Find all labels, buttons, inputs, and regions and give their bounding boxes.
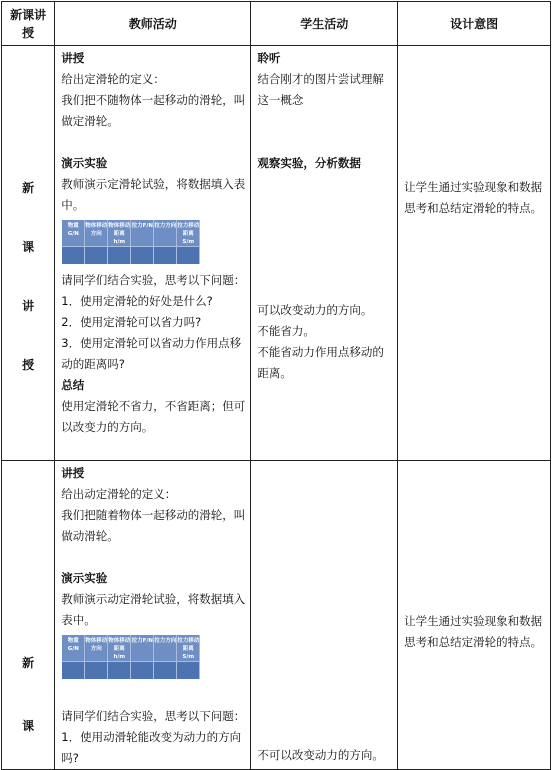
section2-student-activity [251, 461, 398, 770]
section1-design-intent [398, 46, 551, 461]
section2-side-label [2, 461, 55, 770]
heading-lecture: 讲授 [61, 466, 85, 480]
table-header-cell: 拉力方向 [154, 220, 177, 246]
heading-listen: 聆听 [257, 51, 281, 65]
text-line: 使用定滑轮不省力，不省距离；但可以改变力的方向。 [61, 399, 246, 434]
section1-student-activity [251, 46, 398, 461]
section2-row [2, 461, 551, 770]
text-line: 我们把不随物体一起移动的滑轮，叫做定滑轮。 [61, 93, 246, 128]
text-line: 请同学们结合实验，思考以下问题： [61, 273, 246, 287]
lesson-plan-table [1, 1, 551, 770]
header-col1: 新课讲授 [2, 2, 55, 46]
side-char: 新 [22, 656, 35, 670]
side-char: 课 [22, 719, 35, 733]
header-student: 学生活动 [251, 2, 398, 46]
side-char: 新 [22, 181, 35, 195]
question: 1．使用动滑轮能改变为动力的方向吗? [61, 730, 242, 765]
data-table-image [62, 635, 200, 679]
table-header-cell: 拉力F/N [131, 220, 154, 246]
question: 2．使用定滑轮可以省力吗? [61, 315, 202, 329]
answer: 可以改变动力的方向。 [257, 303, 373, 317]
header-design: 设计意图 [398, 2, 551, 46]
data-table-image [62, 220, 200, 264]
heading-demo: 演示实验 [61, 156, 108, 170]
section1-side-label [2, 46, 55, 461]
answer: 不可以改变动力的方向。 [257, 748, 384, 762]
design-text: 让学生通过实验现象和数据思考和总结定滑轮的特点。 [404, 614, 543, 649]
text-line: 请同学们结合实验，思考以下问题： [61, 709, 246, 723]
table-header-cell: 物重G/N [62, 220, 85, 246]
text-line: 教师演示定滑轮试验，将数据填入表中。 [61, 177, 246, 212]
heading-summary: 总结 [61, 378, 85, 392]
text-line: 给出动定滑轮的定义： [61, 487, 177, 501]
section2-design-intent [398, 461, 551, 770]
table-header-cell: 拉力方向 [154, 635, 177, 661]
section1-row [2, 46, 551, 461]
heading-lecture: 讲授 [61, 51, 85, 65]
table-header-cell: 物体移动距离h/m [108, 220, 131, 246]
answer: 不能省动力作用点移动的距离。 [257, 345, 384, 380]
table-header-cell: 拉力F/N [131, 635, 154, 661]
text-line: 教师演示动定滑轮试验，将数据填入表中。 [61, 592, 246, 627]
answer: 不能省力。 [257, 324, 315, 338]
section2-teacher-activity [55, 461, 251, 770]
design-text: 让学生通过实验现象和数据思考和总结定滑轮的特点。 [404, 180, 543, 215]
header-teacher: 教师活动 [55, 2, 251, 46]
table-header-cell: 物体移动方向 [85, 220, 108, 246]
question: 3．使用定滑轮可以省动力作用点移动的距离吗? [61, 336, 242, 371]
table-header-cell: 拉力移动距离S/m [177, 635, 200, 661]
side-char: 讲 [22, 299, 35, 313]
table-header-cell: 物重G/N [62, 635, 85, 661]
table-header-cell: 拉力移动距离S/m [177, 220, 200, 246]
heading-demo: 演示实验 [61, 571, 108, 585]
heading-observe: 观察实验，分析数据 [257, 156, 361, 170]
text-line: 给出定滑轮的定义： [61, 72, 165, 86]
header-row [2, 2, 551, 46]
text-line: 结合刚才的图片尝试理解这一概念 [257, 72, 384, 107]
side-char: 授 [22, 358, 35, 372]
text-line: 我们把随着物体一起移动的滑轮，叫做动滑轮。 [61, 508, 246, 543]
question: 1．使用定滑轮的好处是什么? [61, 294, 213, 308]
table-header-cell: 物体移动距离h/m [108, 635, 131, 661]
table-header-cell: 物体移动方向 [85, 635, 108, 661]
section1-teacher-activity [55, 46, 251, 461]
side-char: 课 [22, 240, 35, 254]
